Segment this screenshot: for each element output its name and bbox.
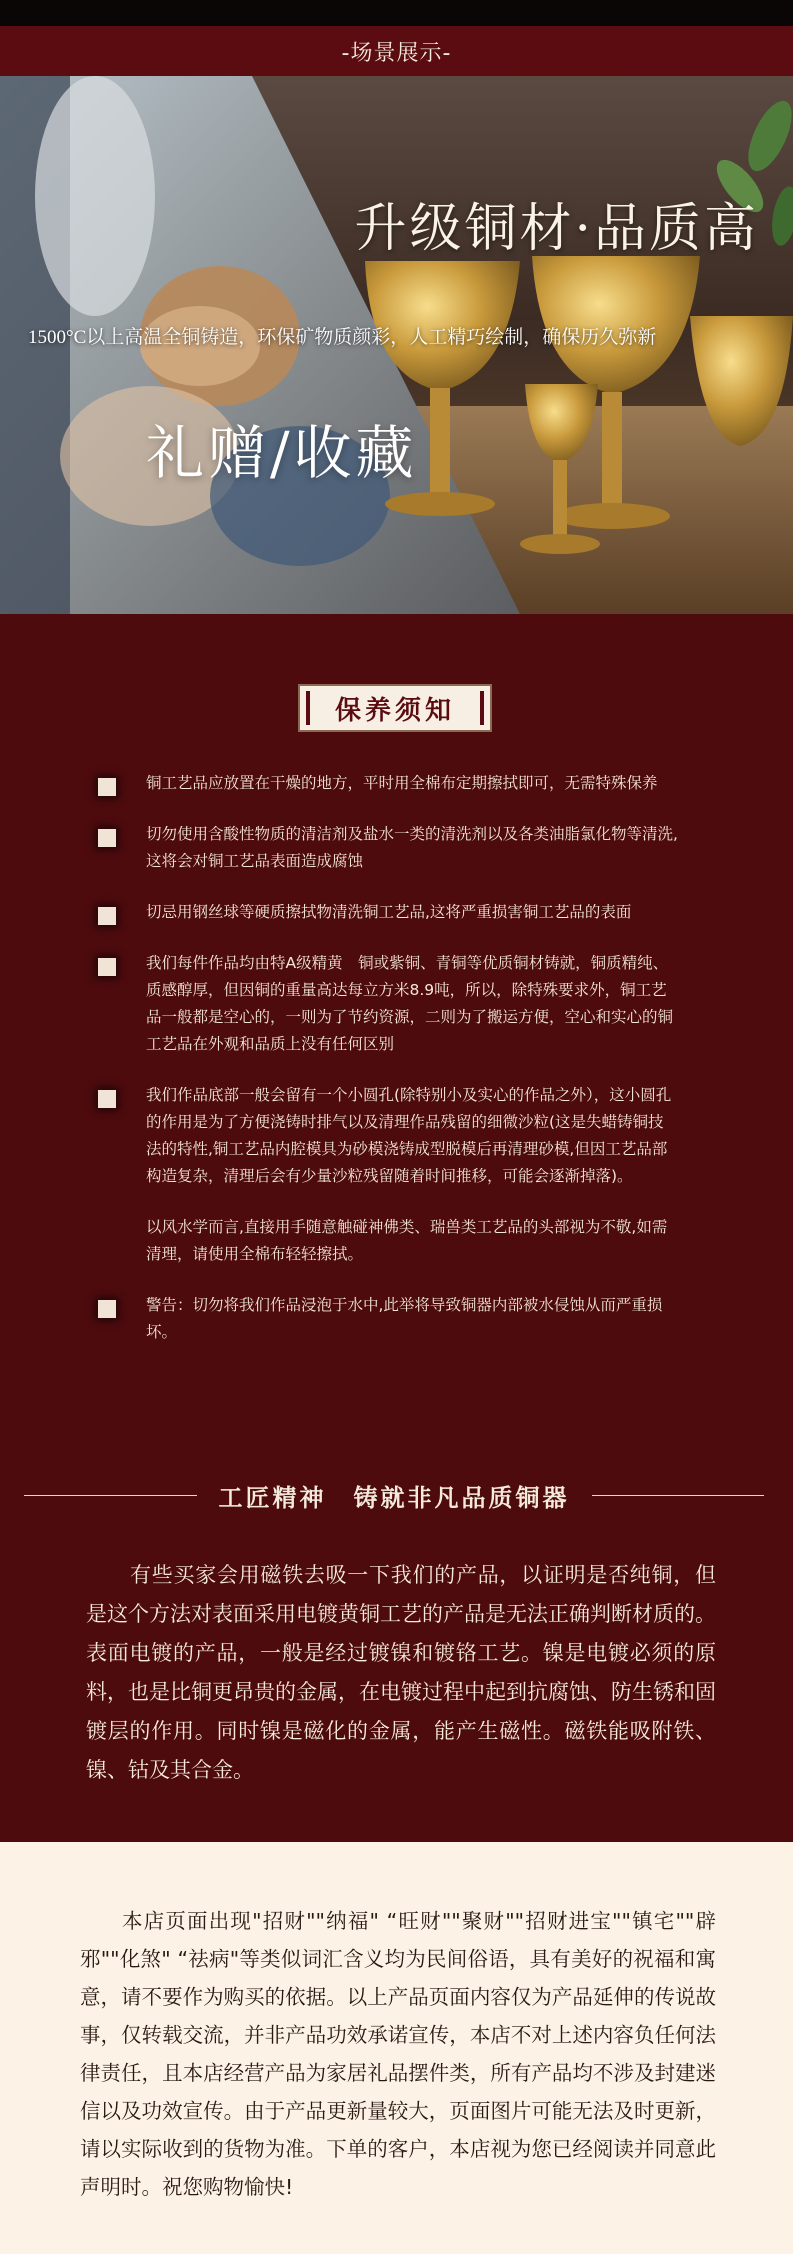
bullet-square-icon [98,958,116,976]
craft-heading: 工匠精神 铸就非凡品质铜器 [218,1483,570,1512]
care-item [98,950,678,1058]
bullet-square-icon [98,778,116,796]
scene-label: -场景展示- [341,40,452,66]
bullet-square-icon [98,907,116,925]
disclaimer-text: 本店页面出现"招财""纳福" “旺财""聚财""招财进宝""镇宅""辟邪""化煞" “祛病"等类似词汇含义均为民间俗语，具有美好的祝福和寓意，请不要作为购买的依据。以上产品页面内容仅为产品延伸的传说故事，仅转载交流，并非产品功效承诺宣传，本店不对上述内容负任何法律责任，且本店经营产品为家居礼品摆件类，所有产品均不涉及封建迷信以及功效宣传。由于产品更新量较大，页面图片可能无法及时更新，请以实际收到的货物为准。下单的客户，本店视为您已经阅读并同意此声明时。祝您购物愉快! [80,1909,716,2199]
hero-gift-label: 礼赠/收藏 [146,419,418,487]
divider-line-right [592,1495,765,1496]
hero-banner [0,76,793,614]
care-item-text: 切忌用钢丝球等硬质擦拭物清洗铜工艺品,这将严重损害铜工艺品的表面 [146,903,632,921]
scene-header-bar [0,26,793,76]
care-heading: 保养须知 [334,695,455,726]
care-item [98,1292,678,1346]
bullet-square-icon [98,1090,116,1108]
craft-divider [24,1474,764,1516]
care-item [98,821,678,875]
care-item-text: 警告：切勿将我们作品浸泡于水中,此举将导致铜器内部被水侵蚀从而严重损坏。 [146,1296,663,1341]
bullet-square-icon [98,1300,116,1318]
care-item-text: 切勿使用含酸性物质的清洁剂及盐水一类的清洗剂以及各类油脂氯化物等清洗,这将会对铜工艺品表面造成腐蚀 [146,825,678,870]
magnet-paragraph: 有些买家会用磁铁去吸一下我们的产品，以证明是否纯铜，但是这个方法对表面采用电镀黄铜工艺的产品是无法正确判断材质的。表面电镀的产品，一般是经过镀镍和镀铬工艺。镍是电镀必须的原料，也是比铜更昂贵的金属，在电镀过程中起到抗腐蚀、防生锈和固镀层的作用。同时镍是磁化的金属，能产生磁性。磁铁能吸附铁、镍、钴及其合金。 [86,1563,716,1782]
care-item [98,770,678,797]
hero-title: 升级铜材·品质高 [354,199,759,259]
care-item [98,899,678,926]
care-heading-badge [298,684,492,732]
care-item-text: 我们每件作品均由特A级精黄 铜或紫铜、青铜等优质铜材铸就，铜质精纯、质感醇厚，但因铜的重量高达每立方米8.9吨，所以，除特殊要求外，铜工艺品一般都是空心的，一则为了节约资源，二则为了搬运方便，空心和实心的铜工艺品在外观和品质上没有任何区别 [146,954,674,1053]
care-item [98,1214,678,1268]
care-item-text: 以风水学而言,直接用手随意触碰神佛类、瑞兽类工艺品的头部视为不敬,如需清理，请使用全棉布轻轻擦拭。 [146,1218,668,1263]
care-list [98,770,678,1370]
divider-line-left [24,1495,197,1496]
care-item-text: 我们作品底部一般会留有一个小圆孔(除特别小及实心的作品之外），这小圆孔的作用是为了方便浇铸时排气以及清理作品残留的细微沙粒(这是失蜡铸铜技法的特性,铜工艺品内腔模具为砂模浇铸成型脱模后再清理砂模,但因工艺品部构造复杂，清理后会有少量沙粒残留随着时间推移，可能会逐渐掉落)。 [146,1086,672,1185]
top-strip [0,0,793,26]
care-item-text: 铜工艺品应放置在干燥的地方，平时用全棉布定期擦拭即可，无需特殊保养 [146,774,658,792]
bullet-square-icon [98,829,116,847]
hero-subtitle: 1500°C以上高温全铜铸造，环保矿物质颜彩，人工精巧绘制，确保历久弥新 [28,327,657,348]
care-item [98,1082,678,1190]
